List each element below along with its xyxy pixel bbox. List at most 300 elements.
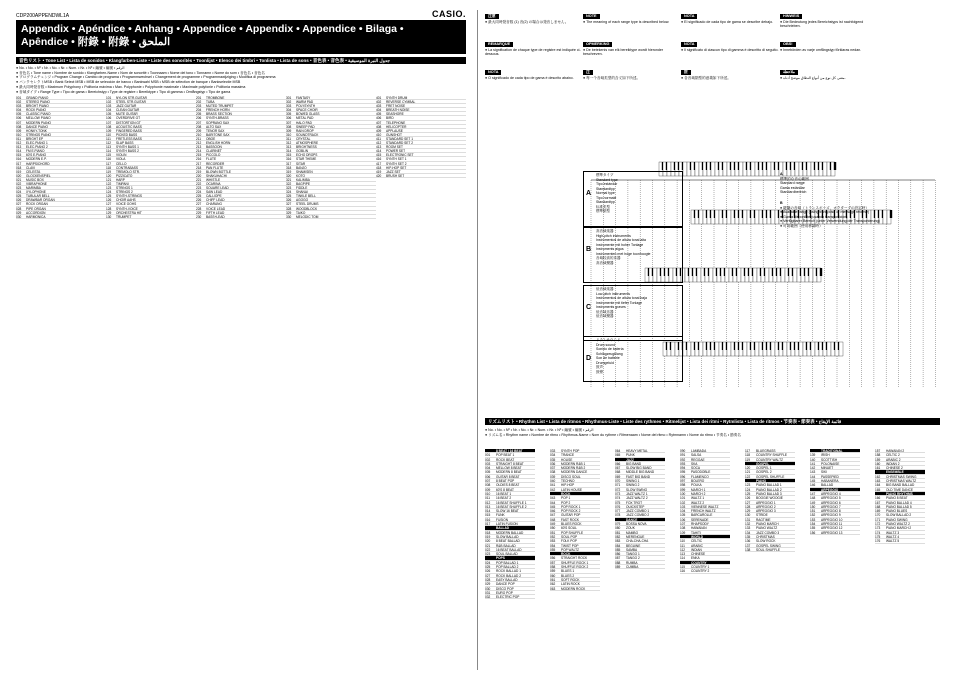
tone-name: SEASHORE [386, 112, 404, 116]
rhythm-name: PIANO RHYTHMS [886, 491, 913, 496]
rhythm-number: 034 [550, 453, 556, 458]
rhythm-name: TECHNO [561, 479, 575, 484]
rhythm-row [615, 565, 665, 569]
rhythm-number: 038 [550, 470, 556, 475]
rhythm-number: 026 [485, 569, 491, 574]
rhythm-name: SOFT ROCK [561, 577, 580, 582]
rhythm-name: DANCE POP [496, 582, 515, 587]
tone-number: 219 [196, 169, 202, 174]
rhythm-number: 093 [680, 461, 686, 466]
rhythm-number: 127 [745, 500, 751, 505]
tone-number: 001 [16, 96, 22, 100]
title-line-1: Appendix • Apéndice • Anhang • Appendice • Appendix • Appendice • Bilaga • [21, 23, 404, 35]
tone-number: 406 [376, 116, 382, 121]
rhythm-column [810, 449, 860, 671]
rhythm-number: 028 [485, 577, 491, 582]
tone-name: HARMONICA [26, 214, 46, 218]
tone-number: 011 [16, 136, 22, 141]
rhythm-number: 075 [615, 500, 621, 505]
rhythm-number: 069 [615, 474, 621, 479]
rhythm-column [680, 449, 730, 671]
range-desc: 標準類型 [596, 209, 610, 213]
tone-name: SOPRANO SAX [206, 120, 230, 124]
tone-name: OVERDRIVE GT [116, 116, 141, 120]
tone-number: 106 [106, 116, 112, 121]
tone-number: 115 [106, 153, 112, 158]
rhythm-number: 128 [745, 504, 751, 509]
rhythm-number: 084 [615, 543, 621, 548]
rhythm-name: HEAVY METAL [626, 449, 648, 453]
legend-line: ● 音色名 • Tone name • Nombre de sonido • Klangfarben-Name • Nom de sonorité • Toonnaam • Nome del tono • Tonnamn • Nome do som • 音色名 • 音色名 [16, 70, 265, 75]
tone-number: 316 [286, 157, 292, 162]
tone-number: 002 [16, 100, 22, 105]
rhythm-number: 085 [615, 547, 621, 552]
tone-name: FLUTE [206, 157, 217, 161]
tone-name: ACOUSTIC BASS [116, 124, 142, 128]
tone-name: CONTRABASS [116, 165, 138, 169]
tone-name: TREMOLO STR. [116, 169, 140, 173]
note-a-line: Gama estándar [780, 185, 805, 190]
rhythm-number: 091 [680, 453, 686, 458]
rhythm-name: MAMBO [626, 530, 639, 535]
tone-number: 118 [106, 165, 112, 170]
tone-number: 320 [286, 173, 292, 178]
rhythm-name: SHUFFLE ROCK 2 [561, 565, 589, 570]
range-desc: 高音域樂器 [596, 260, 614, 265]
rhythm-number: 042 [550, 487, 556, 492]
rhythm-name: ROCK BALLAD 1 [496, 569, 521, 574]
rhythm-number: 101 [680, 496, 686, 501]
tone-number: 321 [286, 177, 292, 182]
rhythm-number: 003 [485, 461, 491, 466]
rhythm-name: JAZZ COMBO 3 [756, 530, 780, 535]
tone-number: 021 [16, 177, 22, 182]
note-text: ● The meaning of each range type is described below. [583, 19, 670, 24]
tone-number: 129 [106, 210, 112, 215]
tone-name: TROMBONE [206, 96, 225, 100]
rhythm-number: 161 [875, 466, 881, 471]
range-desc: Instrumente mit tiefer Tonlage [596, 300, 643, 305]
rhythm-name: ROCK BEAT [496, 457, 515, 462]
rhythm-name: POLKA [691, 483, 702, 488]
tone-number: 127 [106, 202, 112, 207]
tone-number: 317 [286, 161, 292, 166]
rhythm-name: IRISH [821, 453, 830, 458]
rhythm-number: 114 [680, 556, 686, 561]
range-desc: Schlagzeugklang [596, 351, 623, 356]
tone-number: 105 [106, 112, 112, 117]
tone-name: PAN FLUTE [206, 165, 224, 169]
rhythm-name: TWIST POP [561, 543, 579, 548]
tone-row [106, 215, 196, 219]
rhythm-name: CHRISTMAS SWING [886, 474, 917, 479]
tone-name: BREATH NOISE [386, 108, 410, 112]
range-desc: Instrumente mit hoher Tonlage [596, 242, 644, 247]
tone-name: TUBULAR BELL [26, 194, 50, 198]
tone-name: STAR THEME [296, 157, 317, 161]
rhythm-number [485, 449, 496, 452]
tone-name: CHIFF LEAD [206, 198, 225, 202]
tone-name: VIBRAPHONE [26, 181, 47, 186]
note-label: NOTA [681, 42, 697, 47]
tone-name: SYNTH BASS 1 [116, 145, 139, 149]
rhythm-name: SLOW 16 BEAT [496, 509, 519, 514]
rhythm-name: PIANO 8 BEAT [886, 496, 908, 501]
tone-name: FRETLESS BASS [116, 136, 142, 141]
tone-name: WHISTLE [206, 177, 221, 181]
white-key [767, 162, 771, 176]
tone-name: XYLOPHONE [26, 190, 46, 194]
range-desc: Normal type [596, 191, 615, 195]
tone-number: 417 [376, 161, 382, 166]
rhythm-name: DISCO SOUL [561, 474, 581, 479]
tone-name: PICCOLO [206, 153, 221, 157]
tone-number: 202 [196, 100, 202, 105]
tone-name: CLARINET [206, 149, 222, 153]
tone-number: 012 [16, 141, 22, 146]
tone-number: 125 [106, 194, 112, 199]
rhythm-number: 174 [875, 530, 881, 535]
tone-name: HARP [116, 177, 125, 181]
rhythm-number: 044 [550, 500, 556, 505]
white-key [781, 268, 785, 282]
white-key [699, 342, 703, 356]
tone-number: 407 [376, 120, 382, 125]
tone-number: 006 [16, 116, 22, 121]
tone-name: STRINGS 2 [116, 190, 133, 194]
rhythm-name: MELLOW 8 BEAT [496, 466, 522, 471]
white-key [783, 342, 787, 356]
rhythm-name: RAGTIME [756, 517, 771, 522]
tone-name: REVERSE CYMBAL [386, 100, 416, 104]
rhythm-name: JAZZ WALTZ 2 [626, 496, 648, 501]
rhythm-name: RUMBA [626, 560, 638, 565]
tone-number: 322 [286, 181, 292, 186]
rhythm-number: 105 [680, 513, 686, 518]
rhythm-number: 089 [615, 565, 621, 570]
rhythm-number: 063 [550, 586, 556, 591]
rhythm-number: 082 [615, 534, 621, 539]
note-text: ● Il significato di ciascun tipo di gamma è descritto di seguito. [681, 47, 779, 52]
rhythm-number: 068 [615, 470, 621, 475]
rhythm-name: PIANO WALTZ [756, 526, 778, 531]
tone-name: TRUMPET [116, 214, 132, 218]
tone-number: 216 [196, 157, 202, 162]
rhythm-name: WALTZ 4 [886, 534, 900, 539]
rhythm-number: 050 [550, 526, 556, 531]
tone-name: CLASSIC PIANO [26, 112, 51, 116]
tone-name: SYNTH-STRINGS [116, 194, 143, 198]
white-key [715, 210, 719, 224]
rhythm-number: 134 [745, 530, 751, 535]
note-text: ● 每一个音域类型的含义如下所述。 [583, 75, 641, 80]
rhythm-name: BARCAROLLE [691, 513, 713, 518]
tone-name: ORCHESTRA HIT [116, 210, 142, 214]
tone-number: 111 [106, 136, 111, 141]
tone-name: BRUSH SET [386, 173, 405, 177]
tone-number: 305 [286, 112, 292, 117]
tone-number: 307 [286, 120, 292, 125]
tone-name: FINGERED BASS [116, 128, 142, 132]
tone-number: 123 [106, 186, 112, 191]
tone-name: SQUARE LEAD [206, 186, 229, 190]
tone-number: 214 [196, 149, 202, 154]
rhythm-name: 16 BEAT SHUFFLE 1 [496, 500, 527, 505]
white-key [727, 342, 731, 356]
rhythm-name: POP ROCK 2 [561, 509, 581, 514]
note-box [780, 14, 878, 29]
note-box [485, 42, 583, 57]
tone-number: 102 [106, 100, 112, 105]
tone-name: BANJO [296, 165, 307, 169]
rhythm-name: CHRISTMAS WALTZ [886, 479, 917, 484]
rhythm-name: COUNTRY SHUFFLE [756, 453, 788, 458]
rhythm-number: 109 [680, 530, 686, 535]
rhythm-number: 072 [615, 487, 621, 492]
rhythm-name: ARPEGGIO 11 [821, 522, 843, 527]
rhythm-number: 154 [810, 522, 816, 527]
tone-number: 206 [196, 116, 202, 121]
rhythm-number: 115 [680, 565, 686, 570]
tone-number: 313 [286, 145, 292, 150]
rhythm-number: 071 [615, 483, 621, 488]
rhythm-number: 163 [875, 479, 881, 484]
rhythm-name: MARCH 1 [691, 487, 706, 492]
tone-name: ROOM SET [386, 145, 404, 149]
tone-name: MELLOW PIANO [26, 116, 51, 120]
rhythm-name: ARPEGGIO 13 [821, 530, 843, 535]
rhythm-name: SOUL BALLAD [496, 552, 518, 557]
tone-row [16, 215, 106, 219]
tone-name: ELEC.PIANO 2 [26, 145, 48, 149]
rhythm-number: 064 [615, 449, 621, 453]
tone-name: STEEL DRUMS [296, 202, 319, 206]
note-box [780, 70, 878, 80]
rhythm-number: 027 [485, 573, 491, 578]
tone-row [286, 215, 376, 219]
range-box [583, 285, 683, 341]
rhythm-number: 029 [485, 582, 491, 587]
rhythm-number: 123 [745, 483, 751, 488]
tone-name: TIMPANI [116, 181, 129, 186]
rhythm-number: 047 [550, 513, 556, 518]
rhythm-number: 129 [745, 509, 751, 514]
tone-number: 121 [106, 177, 112, 182]
rhythm-row [810, 531, 860, 535]
rhythm-row [745, 548, 795, 552]
rhythm-name: POP 1 [561, 496, 571, 501]
tone-name: ROCK ORGAN [26, 202, 48, 206]
tone-number: 211 [196, 136, 202, 141]
tone-name: RECORDER [206, 161, 225, 165]
tone-number: 015 [16, 153, 22, 158]
rhythm-name: FLAMENCO [691, 474, 709, 479]
rhythm-name: SAMBA [626, 547, 638, 552]
tone-number: 209 [196, 128, 202, 133]
tone-number: 025 [16, 194, 22, 199]
tone-name: OBOE [206, 136, 216, 141]
rhythm-name: BIG BAND BALLAD [886, 483, 915, 488]
rhythm-name: BLUEGRASS [756, 449, 776, 453]
white-key [711, 162, 715, 176]
tone-name: ECHO DROPS [296, 153, 318, 157]
rhythm-number: 022 [485, 547, 491, 552]
rhythm-number [745, 462, 756, 465]
note-label: ملاحظة [780, 70, 798, 75]
tone-name: BRIGHT PIANO [26, 104, 49, 108]
tone-name: VIOLA [116, 157, 126, 161]
white-key [727, 210, 731, 224]
rhythm-number: 087 [615, 556, 621, 561]
rhythm-number: 018 [485, 530, 491, 535]
rhythm-number: 140 [810, 457, 816, 462]
rhythm-number: 021 [485, 543, 491, 548]
tone-name: STRINGS 1 [116, 186, 133, 190]
tone-number: 220 [196, 173, 202, 178]
range-desc: 標準タイプ [596, 173, 614, 177]
tone-number: 221 [196, 177, 202, 182]
tone-name: DISTORTION GT [116, 120, 141, 124]
range-desc: Drumgeluid [596, 360, 614, 365]
tone-number: 217 [196, 161, 202, 166]
tone-number: 014 [16, 149, 22, 154]
range-letter: C [586, 304, 592, 311]
tone-name: POLYSYNTH [296, 104, 316, 108]
rhythm-number: 102 [680, 500, 686, 505]
tone-name: FRET NOISE [386, 104, 406, 108]
rhythm-number: 016 [485, 517, 491, 522]
rhythm-number: 053 [550, 539, 556, 544]
tone-name: CELLO [116, 161, 127, 165]
tone-number: 411 [376, 136, 382, 141]
rhythm-number: 137 [745, 543, 751, 548]
note-text: ● El significado de cada tipo de gama se describe debajo. [681, 19, 774, 24]
tone-name: BRASS SECTION [206, 112, 232, 116]
note-label: NOTA [681, 14, 697, 19]
tone-number: 420 [376, 173, 382, 178]
rhythm-column [745, 449, 795, 671]
rhythm-number: 054 [550, 543, 556, 548]
rhythm-name: SALSA [691, 453, 702, 458]
rhythm-number: 066 [615, 461, 621, 466]
tone-number: 311 [286, 136, 292, 141]
tone-name: CALLIOPE [206, 194, 222, 198]
tone-number: 228 [196, 206, 202, 211]
tone-number: 225 [196, 194, 202, 199]
tone-name: GRAND PIANO [26, 96, 49, 100]
white-key [695, 162, 699, 176]
tone-name: FIDDLE [296, 186, 308, 190]
tone-number: 109 [106, 128, 112, 133]
rhythm-name: BALLAD [821, 483, 834, 488]
tone-name: VOICE LEAD [206, 206, 226, 210]
rhythm-column [875, 449, 925, 671]
range-desc: Standardtyp [596, 200, 615, 204]
rhythm-row [485, 595, 535, 599]
rhythm-number: 032 [485, 595, 491, 600]
rhythm-name: GOSPEL 2 [756, 470, 772, 475]
rhythm-name: PIANO BALLAD 3 [756, 491, 782, 496]
rhythm-number: 112 [680, 547, 686, 552]
note-label: NOTA [485, 70, 501, 75]
tone-number: 107 [106, 120, 112, 125]
white-key [751, 162, 755, 176]
rhythm-row [875, 539, 925, 543]
rhythm-name: CELTIC 2 [886, 453, 900, 458]
rhythm-name: CHA-CHA-CHA [626, 539, 649, 544]
tone-name: GLOCKENSPIEL [26, 173, 51, 177]
tone-name: SYNTH-VOICE [116, 206, 138, 210]
tone-number: 314 [286, 149, 292, 154]
rhythm-number: 126 [745, 496, 751, 501]
tone-number: 326 [286, 198, 292, 203]
tone-number: 112 [106, 141, 112, 146]
range-box [583, 336, 683, 382]
rhythm-name: FUNK [496, 513, 505, 518]
note-text: ● Die Bedeutung jedes Bereichstyps ist nachfolgend beschrieben. [780, 19, 864, 29]
rhythm-number: 142 [810, 466, 816, 471]
tone-list-legend [16, 66, 466, 94]
tone-number: 126 [106, 198, 112, 203]
rhythm-number [810, 488, 821, 491]
rhythm-number: 106 [680, 517, 686, 522]
rhythm-number: 135 [745, 534, 751, 539]
range-box [583, 227, 683, 283]
rhythm-name: LATIN HOUSE [561, 487, 583, 492]
tone-name: DRAWBAR ORGAN [26, 198, 55, 202]
rhythm-number: 098 [680, 483, 686, 488]
tone-number: 204 [196, 108, 202, 113]
tone-number: 409 [376, 128, 382, 133]
tone-name: ROCK PIANO [26, 108, 47, 112]
range-desc: High-pitch instruments [596, 233, 631, 238]
tone-column [196, 96, 286, 676]
rhythm-name: ARPEGGIO 10 [821, 517, 843, 522]
rhythm-name: ARPEGGIO 1 [756, 500, 776, 505]
tone-number: 310 [286, 132, 292, 137]
rhythm-name: ROCK [561, 491, 571, 496]
tone-name: GOBLIN [296, 149, 309, 153]
rhythm-name: CHRISTMAS [756, 534, 775, 539]
rhythm-number: 024 [485, 560, 491, 565]
rhythm-name: PASSEPIED [821, 474, 839, 479]
rhythm-row [550, 587, 600, 591]
tone-number: 315 [286, 153, 292, 158]
tone-name: 60'S E.PIANO [26, 153, 47, 157]
rhythm-number: 113 [680, 552, 686, 557]
rhythm-name: FOX TROT [626, 500, 643, 505]
rhythm-name: 8 BEAT BALLAD [496, 539, 520, 544]
tone-column [16, 96, 106, 676]
tone-name: PICKED BASS [116, 132, 138, 136]
white-key [725, 268, 729, 282]
white-key [739, 162, 743, 176]
rhythm-name: HOUSE [561, 457, 573, 462]
tone-name: TUBA [206, 100, 215, 104]
tone-name: NYLON STR.GUITAR [116, 96, 147, 100]
rhythm-number: 107 [680, 522, 686, 527]
rhythm-name: ARABIC 2 [886, 457, 901, 462]
rhythm-name: POP BEAT 1 [496, 453, 515, 458]
rhythm-name: POP SHUFFLE [561, 530, 584, 535]
tone-number: 120 [106, 173, 112, 178]
rhythm-number: 103 [680, 504, 686, 509]
tone-name: BASS+LEAD [206, 214, 225, 218]
rhythm-name: SERENADE [691, 517, 709, 522]
tone-name: PIPE ORGAN [26, 206, 46, 210]
white-key [715, 342, 719, 356]
rhythm-name: EURO POP [496, 590, 513, 595]
